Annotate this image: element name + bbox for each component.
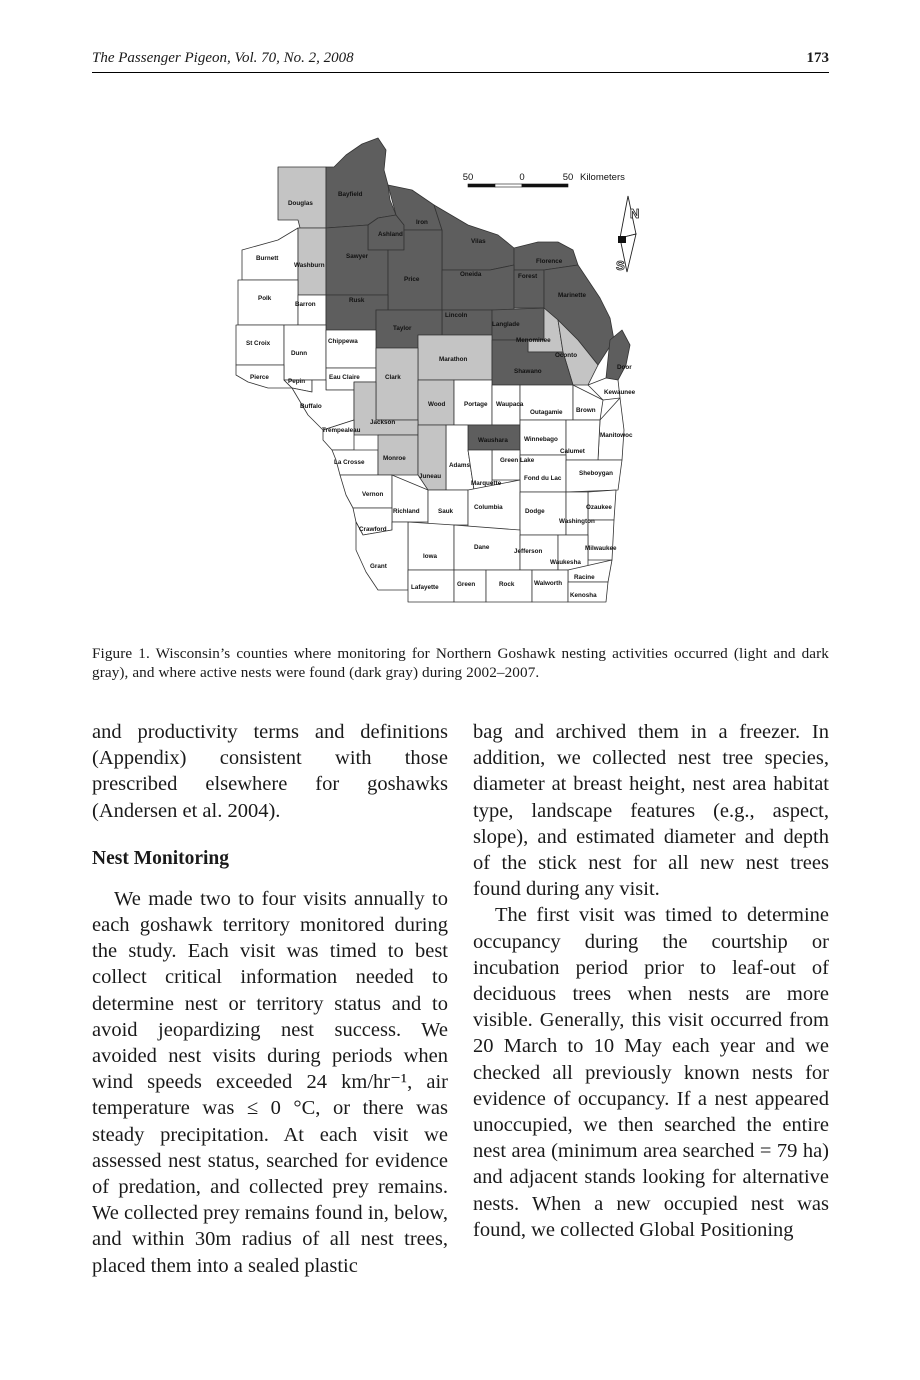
paragraph-first-visit: The first visit was timed to determine occupancy during the courtship or incubation period prior to leaf-out of deciduous trees when nests are more visible. Generally, this visit occurred from 20 March to 10 May each year and we checked all previously known nests for evidence of occupancy. If a nest appeared unoccupied, we then searched the entire nest area (minimum area searched = 79 ha) and adjacent stands looking for alternative nests. When a new occupied nest was found, we collected Global Positioning [473,904,829,1241]
label-price: Price [404,276,420,283]
label-manitowoc: Manitowoc [600,432,633,439]
label-clark: Clark [385,374,401,381]
county-green-lake [492,450,520,480]
county-juneau [418,425,446,490]
label-washburn: Washburn [294,262,325,269]
scale-unit: Kilometers [580,172,625,183]
county-douglas [278,167,326,228]
label-trempealeau: Trempealeau [322,427,361,434]
label-portage: Portage [464,401,488,408]
label-sauk: Sauk [438,508,454,515]
scale-label-mid: 0 [519,172,525,183]
label-pierce: Pierce [250,374,269,381]
north-label: N [630,206,640,221]
label-jefferson: Jefferson [514,548,543,555]
label-kewaunee: Kewaunee [604,389,636,396]
label-rock: Rock [499,581,515,588]
section-heading-nest-monitoring: Nest Monitoring [92,847,230,869]
label-taylor: Taylor [393,325,412,332]
label-door: Door [617,364,632,371]
label-rusk: Rusk [349,297,365,304]
label-shawano: Shawano [514,368,542,375]
label-crawford: Crawford [359,526,387,533]
county-barron [298,295,326,325]
label-iron: Iron [416,219,428,226]
label-juneau: Juneau [419,473,442,480]
label-washington: Washington [559,518,595,525]
label-sheboygan: Sheboygan [579,470,613,477]
label-pepin: Pepin [288,378,306,385]
label-richland: Richland [393,508,420,515]
page-number: 173 [806,50,829,66]
county-chippewa [326,330,376,368]
label-forest: Forest [518,273,538,280]
county-clark [376,348,418,420]
label-racine: Racine [574,574,595,581]
label-douglas: Douglas [288,200,313,207]
label-calumet: Calumet [560,448,585,455]
running-head [92,48,829,72]
figure-caption: Figure 1. Wisconsin’s counties where monitoring for Northern Goshawk nesting activities occurred (light and dark gray), and where active nests were found (dark gray) during 2002–2007. [92,645,829,681]
text-column-left [92,719,448,1279]
south-label: S [616,258,625,273]
label-adams: Adams [449,462,470,469]
label-vilas: Vilas [471,238,486,245]
label-la-crosse: La Crosse [334,459,365,466]
label-brown: Brown [576,407,596,414]
label-milwaukee: Milwaukee [585,545,617,552]
map-svg [228,130,676,608]
label-marquette: Marquette [471,480,502,487]
label-sawyer: Sawyer [346,253,369,260]
label-winnebago: Winnebago [524,436,558,443]
paragraph-freezer: bag and archived them in a freezer. In addition, we collected nest tree species, diameter at breast height, nest area habitat type, landscape features (e.g., aspect, slope), and estimated diameter and depth of the stick nest for all new nest trees found during any visit. [473,721,829,901]
label-grant: Grant [370,563,387,570]
label-green: Green [457,581,476,588]
paragraph-appendix: and productivity terms and definitions (Appendix) consistent with those prescribed elsewhere for goshawks (Andersen et al. 2004). [92,721,448,822]
label-florence: Florence [536,258,563,265]
label-columbia: Columbia [474,504,503,511]
label-monroe: Monroe [383,455,406,462]
label-barron: Barron [295,301,316,308]
header-rule [92,72,829,73]
label-waukesha: Waukesha [550,559,581,566]
wisconsin-county-map [228,130,676,608]
label-lincoln: Lincoln [445,312,468,319]
label-oconto: Oconto [555,352,578,359]
county-iowa [408,522,454,570]
label-ashland: Ashland [378,231,403,238]
label-ozaukee: Ozaukee [586,504,612,511]
county-milwaukee [588,520,614,560]
paragraph-visits: We made two to four visits annually to each goshawk territory monitored during the study. Each visit was timed to best collect critical information needed to determine nest or territory status and to avoid jeopardizing nest success. We avoided nest visits during periods when wind speeds exceeded 24 km/hr⁻¹, air temperature was ≤ 0 °C, or there was steady precipitation. At each visit we assessed nest status, searched for evidence of predation, and collected prey remains. We collected prey remains found in, below, and within 30m radius of all nest trees, placed them into a sealed plastic [92,887,448,1277]
label-lafayette: Lafayette [411,584,439,591]
label-buffalo: Buffalo [300,403,322,410]
label-green-lake: Green Lake [500,457,535,464]
label-bayfield: Bayfield [338,191,363,198]
label-waupaca: Waupaca [496,401,524,408]
label-dane: Dane [474,544,490,551]
label-iowa: Iowa [423,553,437,560]
label-kenosha: Kenosha [570,592,597,599]
label-st-croix: St Croix [246,340,271,347]
label-wood: Wood [428,401,446,408]
label-jackson: Jackson [370,419,396,426]
label-dunn: Dunn [291,350,308,357]
label-marathon: Marathon [439,356,468,363]
label-burnett: Burnett [256,255,279,262]
label-eau-claire: Eau Claire [329,374,360,381]
label-waushara: Waushara [478,437,508,444]
label-vernon: Vernon [362,491,384,498]
label-oneida: Oneida [460,271,482,278]
journal-citation: The Passenger Pigeon, Vol. 70, No. 2, 2008 [92,50,354,66]
label-polk: Polk [258,295,272,302]
label-fond-du-lac: Fond du Lac [524,475,562,482]
label-dodge: Dodge [525,508,545,515]
label-langlade: Langlade [492,321,520,328]
label-menominee: Menominee [516,337,551,344]
county-washington [566,492,588,535]
county-polk [238,280,298,325]
label-walworth: Walworth [534,580,563,587]
scale-label-right: 50 [562,172,574,183]
label-marinette: Marinette [558,292,586,299]
label-chippewa: Chippewa [328,338,358,345]
text-column-right [473,719,829,1243]
label-outagamie: Outagamie [530,409,563,416]
scale-label-left: 50 [462,172,474,183]
